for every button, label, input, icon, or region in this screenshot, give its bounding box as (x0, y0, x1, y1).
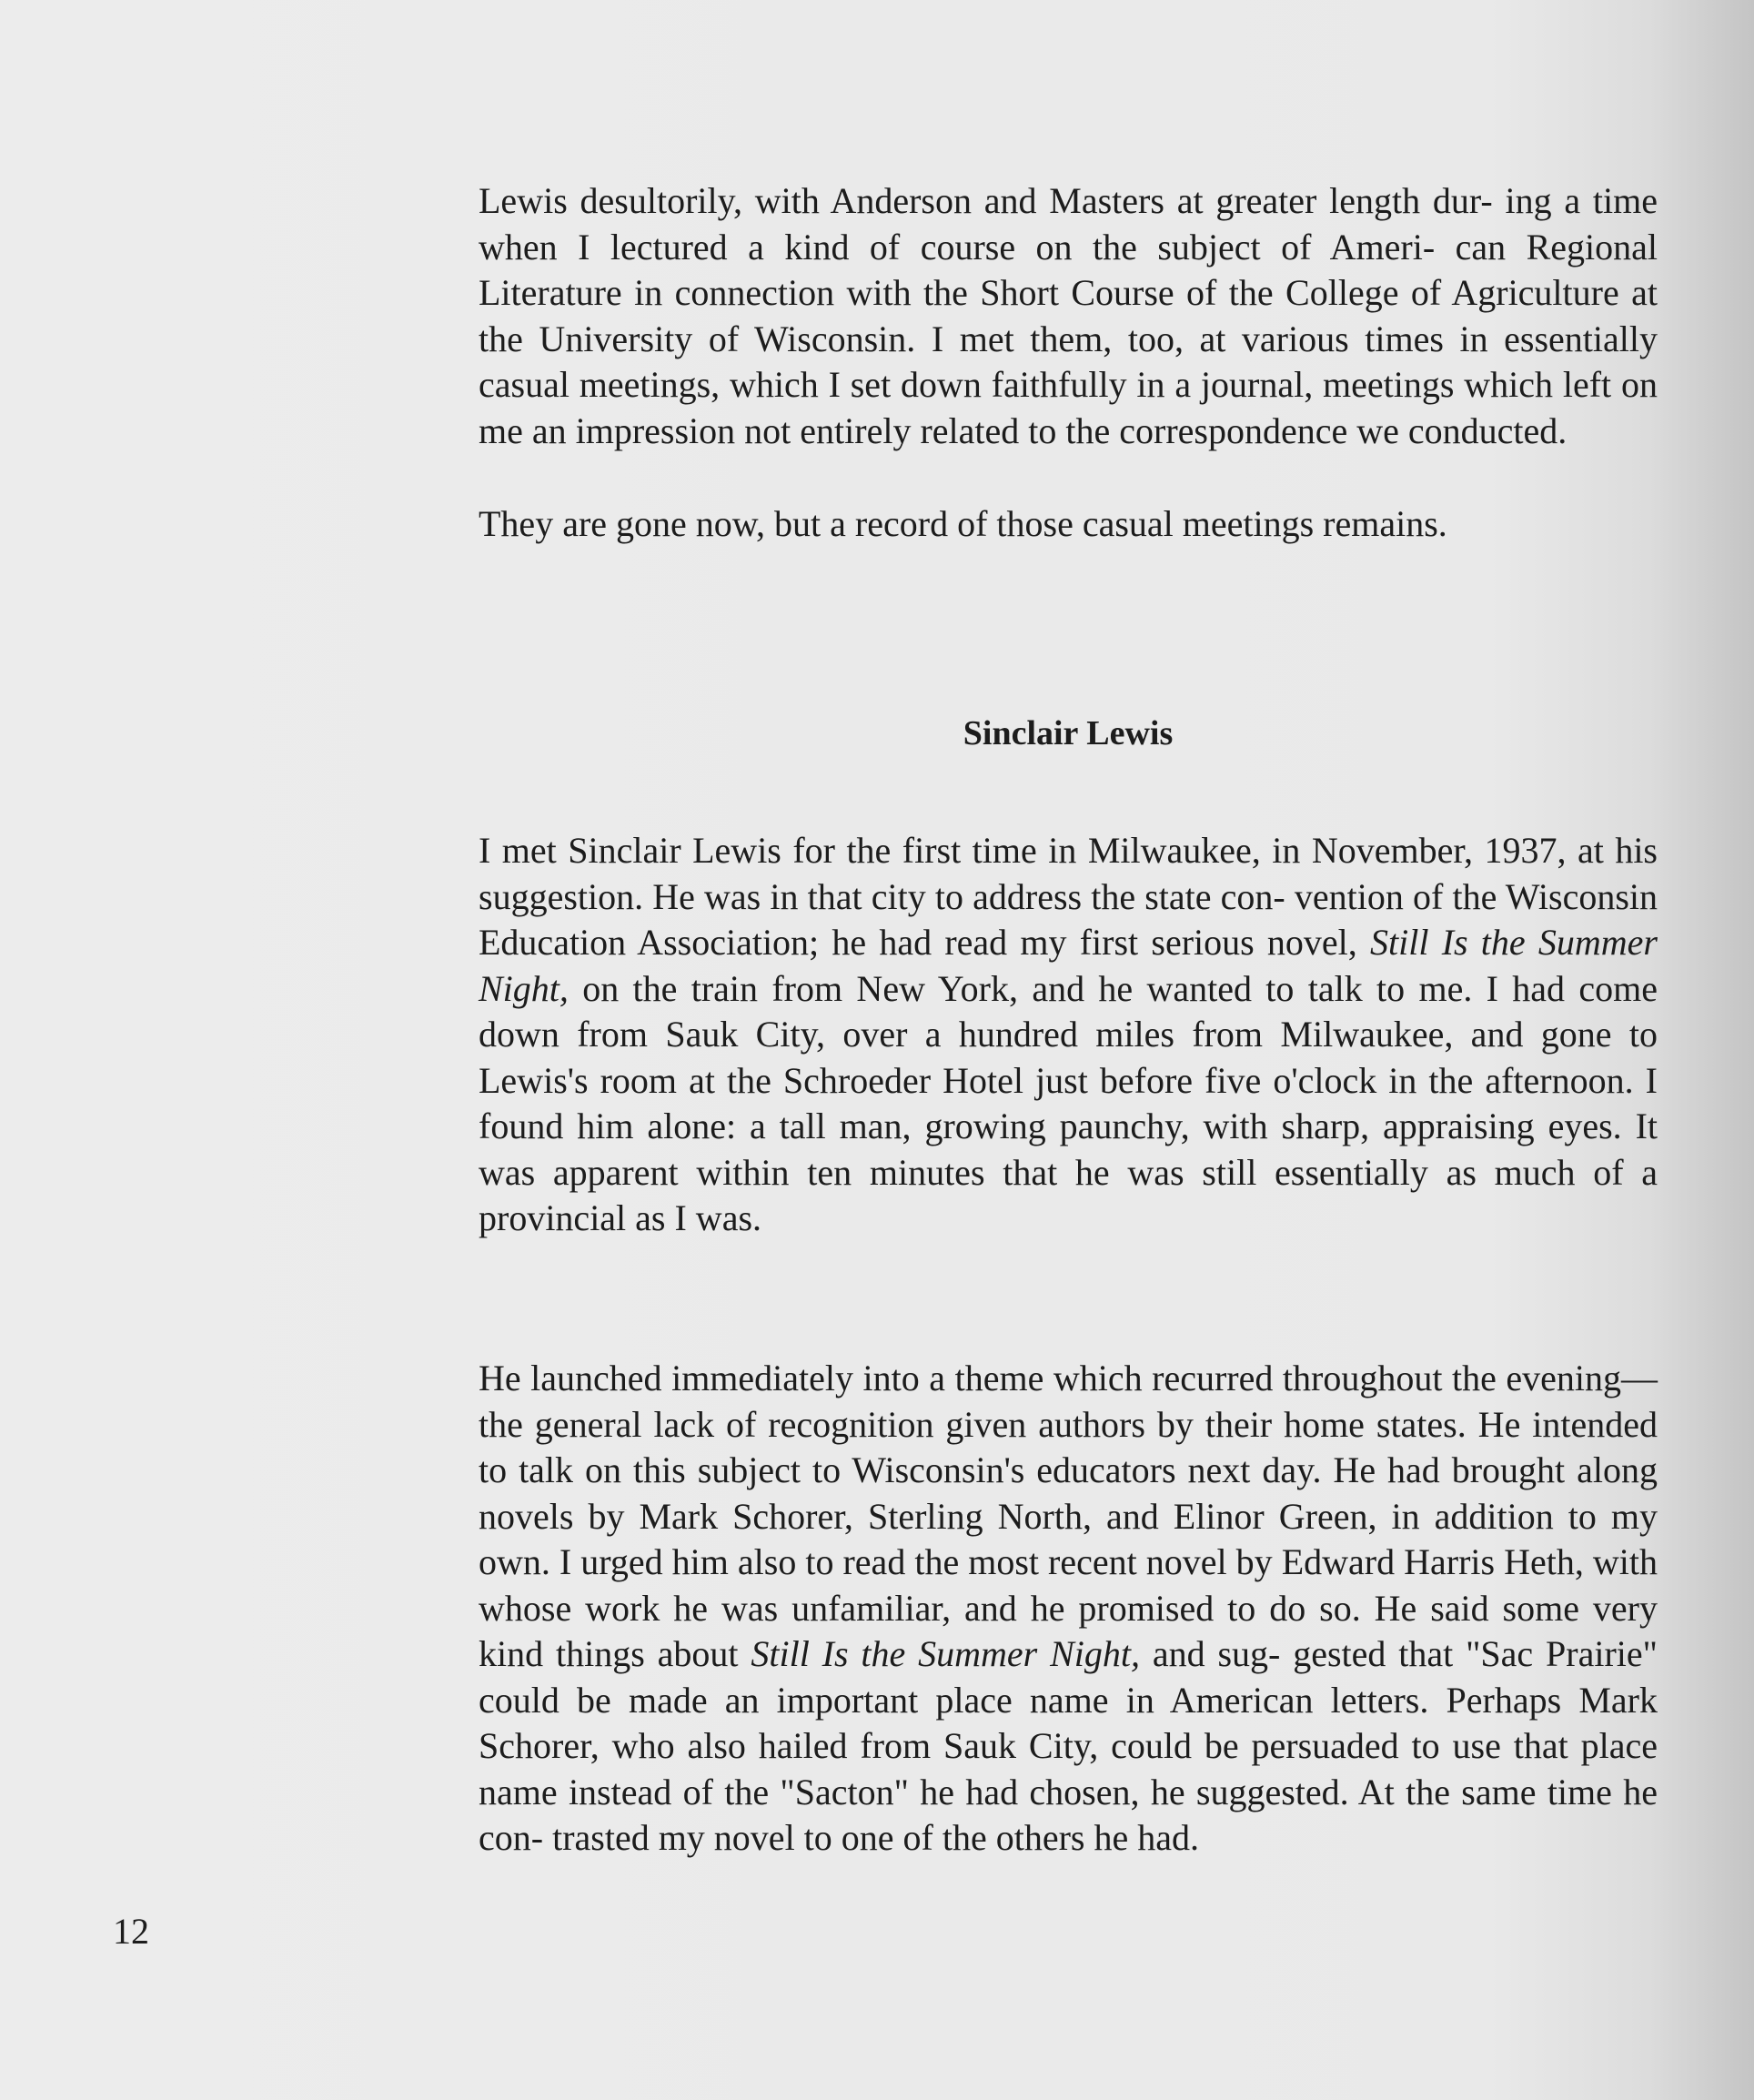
paragraph-1-text-a: I met Sinclair Lewis for the first time in Milwaukee, in November, 1937, at his suggestion. He was in that city to address the state con- vention of the Wisconsin Education Association; he had read my first serious novel, (479, 830, 1658, 963)
section-paragraph-1 (479, 828, 1658, 1242)
intro-paragraph: Lewis desultorily, with Anderson and Masters at greater length dur- ing a time when I lectured a kind of course on the subject of Ameri- can Regional Literature in connection with the Short Course of the College of Agriculture at the University of Wisconsin. I met them, too, at various times in essentially casual meetings, which I set down faithfully in a journal, meetings which left on me an impression not entirely related to the correspondence we conducted. (479, 180, 1658, 451)
section-paragraph-2-block (479, 1356, 1658, 1862)
paragraph-2-text-b: and sug- gested that "Sac Prairie" could be made an important place name in American letters. Perhaps Mark Schorer, who also hailed from Sauk City, could be persuaded to use that place name instead of the "Sacton" he had chosen, he suggested. At the same time he con- trasted my novel to one of the others he had. (479, 1633, 1658, 1858)
novel-title-italic: Still Is the Summer Night, (479, 922, 1658, 1009)
intro-text (479, 178, 1658, 548)
section-paragraph-2 (479, 1356, 1658, 1862)
section-heading: Sinclair Lewis (963, 714, 1174, 752)
section-paragraph-1-block (479, 828, 1658, 1242)
novel-title-italic: Still Is the Summer Night, (751, 1633, 1140, 1674)
paragraph-2-text-a: He launched immediately into a theme which recurred throughout the evening—the general lack of recognition given authors by their home states. He intended to talk on this subject to Wisconsin's educators next day. He had brought along novels by Mark Schorer, Sterling North, and Elinor Green, in addition to my own. I urged him also to read the most recent novel by Edward Harris Heth, with whose work he was unfamiliar, and he promised to do so. He said some very kind things about (479, 1358, 1658, 1674)
paragraph-1-text-b: on the train from New York, and he wanted to talk to me. I had come down from Sauk City, over a hundred miles from Milwaukee, and gone to Lewis's room at the Schroeder Hotel just before five o'clock in the afternoon. I found him alone: a tall man, growing paunchy, with sharp, appraising eyes. It was apparent within ten minutes that he was still essentially as much of a provincial as I was. (479, 967, 1658, 1238)
intro-closing-paragraph: They are gone now, but a record of those casual meetings remains. (479, 503, 1447, 544)
page-number: 12 (113, 1911, 149, 1952)
